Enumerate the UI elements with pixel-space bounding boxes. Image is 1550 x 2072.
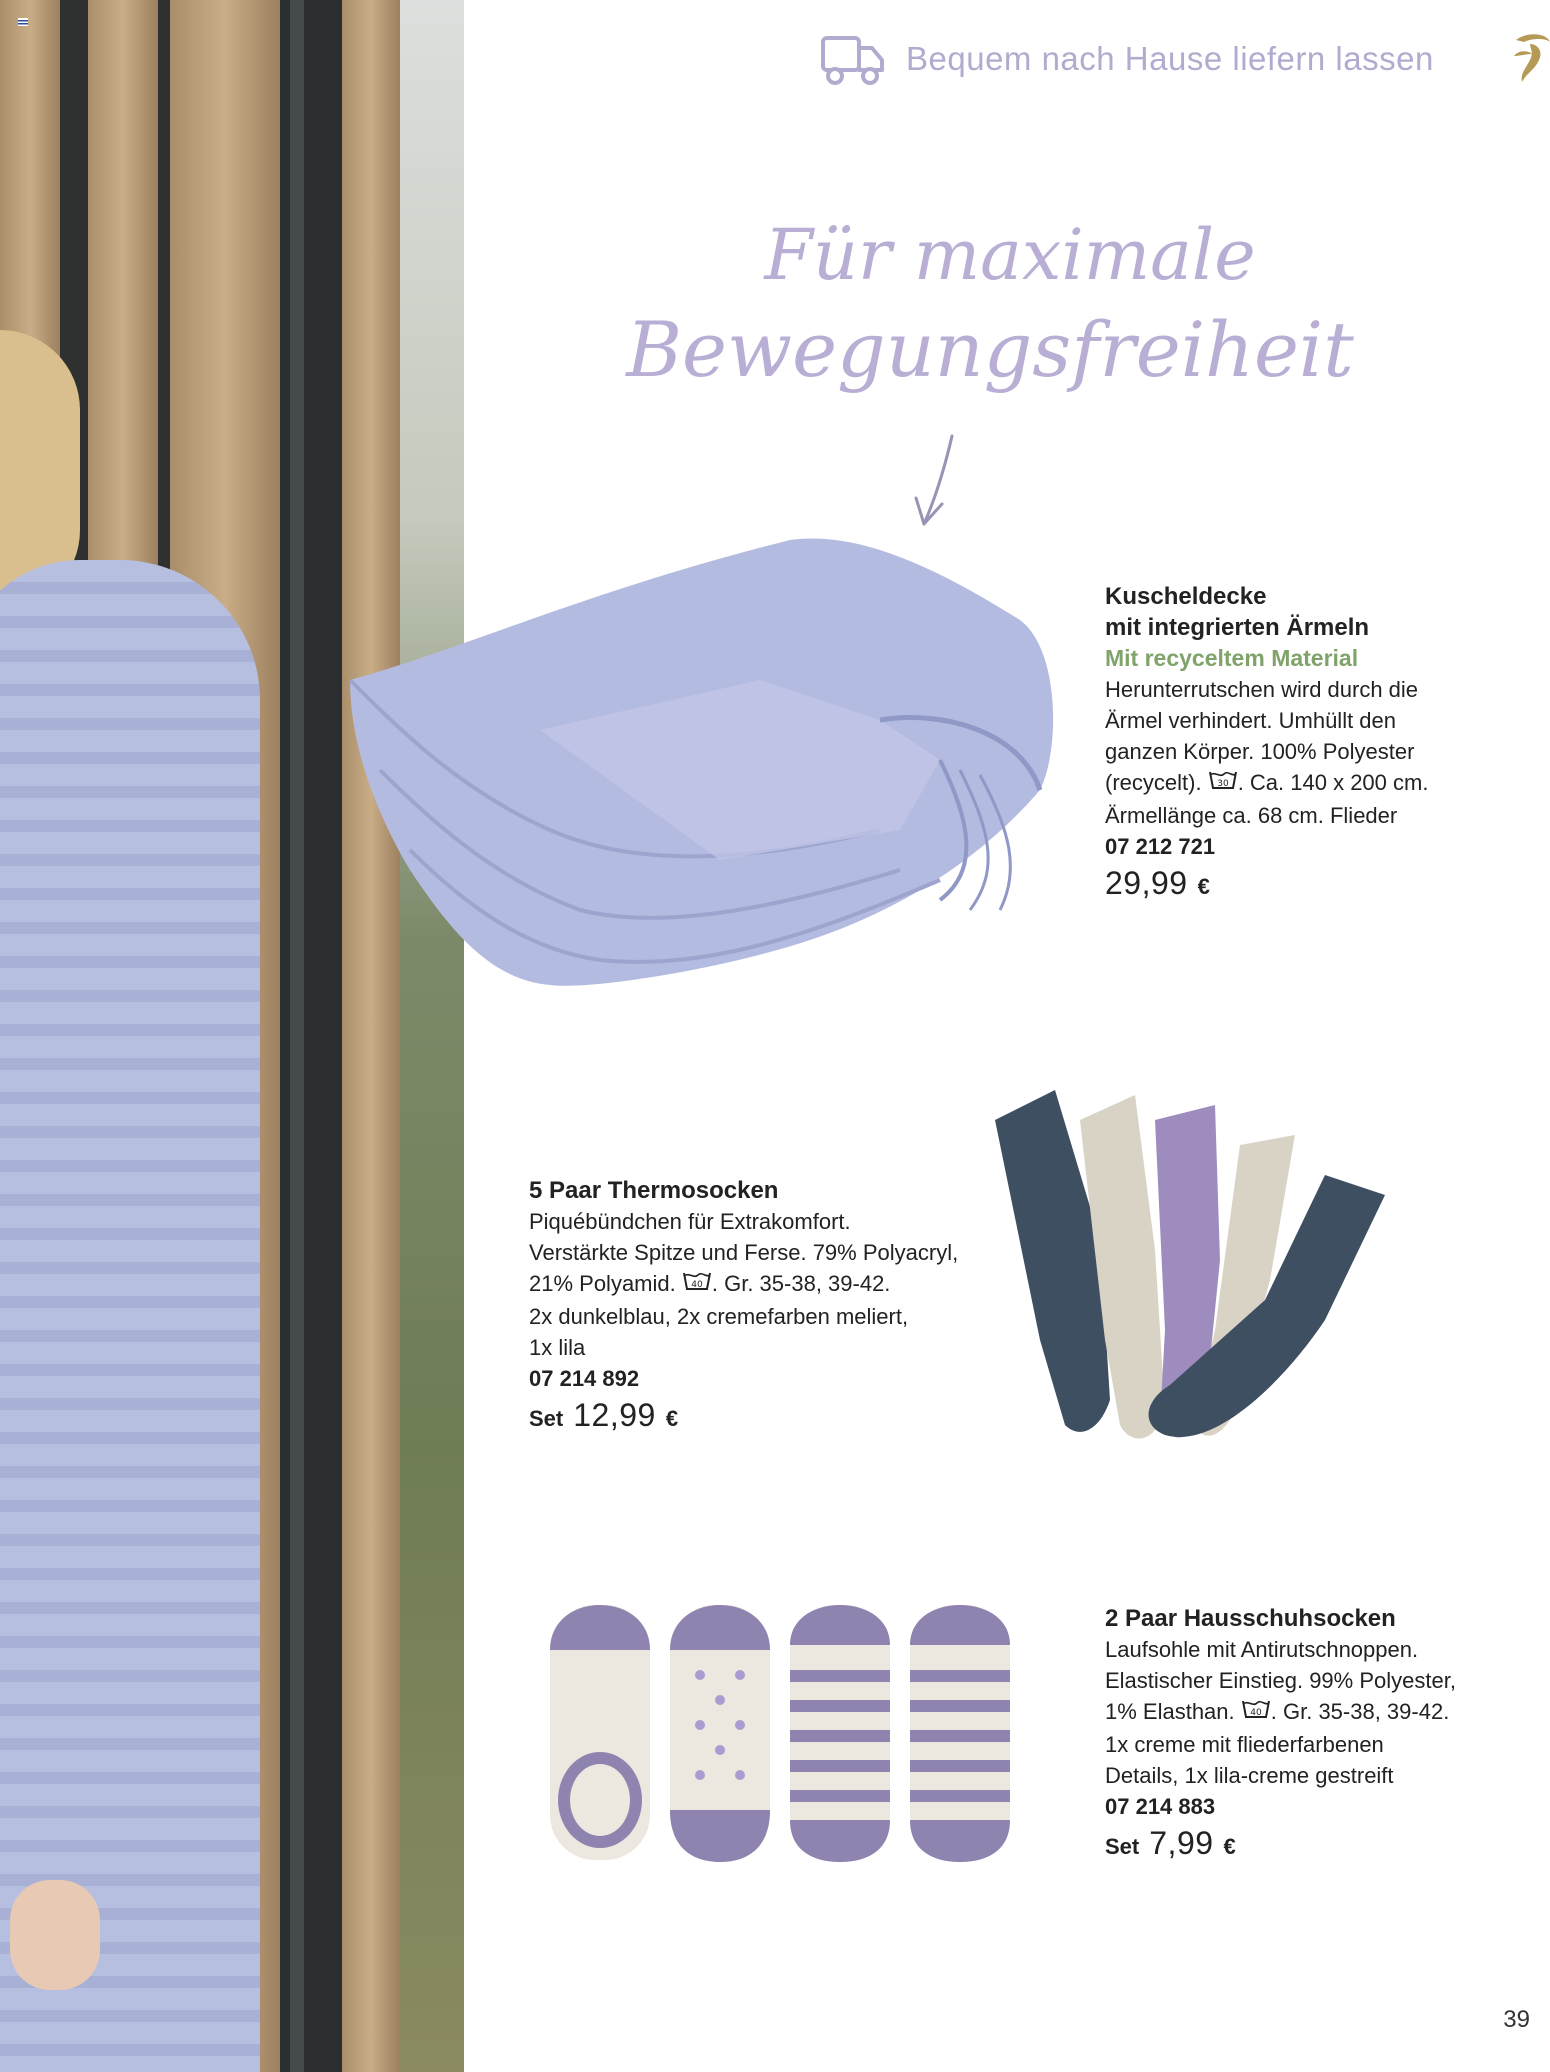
product-description (1105, 1634, 1525, 1791)
set-label: Set (1105, 1834, 1140, 1860)
set-label: Set (529, 1406, 564, 1432)
wash-40-icon (1241, 1697, 1271, 1729)
svg-text:40: 40 (691, 1280, 703, 1291)
delivery-text: Bequem nach Hause liefern lassen (906, 40, 1434, 77)
page-number: 39 (1503, 2006, 1530, 2033)
price: 29,99 (1105, 865, 1188, 902)
description-text: Laufsohle mit Antirutschnoppen. Elastischer Einstieg. 99% Polyester, 1% Elasthan. (1105, 1637, 1456, 1724)
product-slipper-socks[interactable] (1105, 1603, 1525, 1862)
description-text-cont: . Ca. 140 x 200 cm. Ärmellänge ca. 68 cm. Flieder (1105, 770, 1429, 829)
lifestyle-photo (0, 0, 464, 2072)
blanket-product-image[interactable] (340, 530, 1070, 1000)
article-number: 07 214 892 (529, 1366, 640, 1392)
flag-icon (18, 18, 28, 26)
description-text: Herunterrutschen wird durch die Ärmel verhindert. Umhüllt den ganzen Körper. 100% Polyester (recycelt). (1105, 677, 1419, 795)
price-row (529, 1397, 969, 1434)
headline (626, 210, 1390, 400)
price: 12,99 (573, 1397, 656, 1434)
product-highlight: Mit recyceltem Material (1105, 645, 1359, 671)
svg-text:30: 30 (1216, 779, 1229, 790)
product-title: 5 Paar Thermosocken (529, 1177, 779, 1204)
product-thermal-socks[interactable] (529, 1175, 969, 1434)
tchibo-logo-icon (1508, 30, 1550, 84)
price-row (1105, 1825, 1525, 1862)
currency: € (665, 1406, 679, 1432)
currency: € (1223, 1834, 1236, 1860)
product-title: Kuscheldecke (1105, 583, 1267, 610)
wash-30-icon (1208, 768, 1238, 800)
headline-line-1: Für maximale (764, 214, 1256, 296)
product-subtitle: mit integrierten Ärmeln (1105, 614, 1370, 641)
product-description (1105, 674, 1525, 831)
price-row (1105, 865, 1525, 902)
delivery-banner[interactable] (790, 30, 1550, 94)
price: 7,99 (1149, 1825, 1214, 1862)
description-text-cont: . Gr. 35-38, 39-42. 1x creme mit fliederfarbenen Details, 1x lila-creme gestreift (1105, 1699, 1450, 1789)
thermal-socks-product-image[interactable] (985, 1080, 1425, 1460)
truck-icon (820, 32, 886, 88)
arrow-down-icon (912, 432, 962, 532)
svg-text:40: 40 (1250, 1708, 1262, 1719)
wash-40-icon (682, 1269, 712, 1301)
product-blanket[interactable] (1105, 581, 1525, 902)
slipper-socks-product-image[interactable] (545, 1600, 1025, 1870)
description-text-cont: . Gr. 35-38, 39-42. 2x dunkelblau, 2x cremefarben meliert, 1x lila (529, 1271, 909, 1361)
product-title: 2 Paar Hausschuhsocken (1105, 1605, 1396, 1632)
product-description (529, 1206, 969, 1363)
article-number: 07 214 883 (1105, 1794, 1216, 1820)
article-number: 07 212 721 (1105, 834, 1216, 860)
description-text: Piquébündchen für Extrakomfort. Verstärkte Spitze und Ferse. 79% Polyacryl, 21% Polyamid. (529, 1209, 959, 1296)
headline-line-2: Bewegungsfreiheit (626, 305, 1354, 394)
currency: € (1197, 874, 1210, 900)
